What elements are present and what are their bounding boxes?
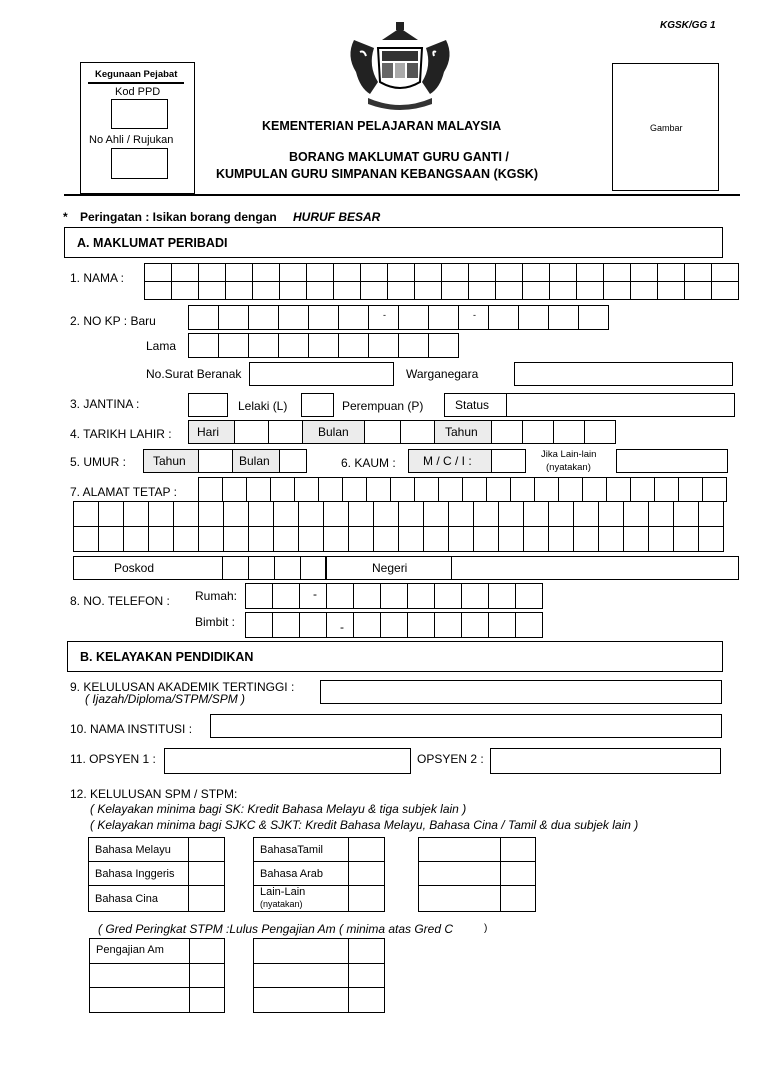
kaum-field[interactable] (491, 449, 526, 473)
stpm-grade-4[interactable] (348, 938, 385, 964)
telefon-rumah-cells[interactable] (245, 583, 543, 609)
kaum-lain-field[interactable] (616, 449, 728, 473)
grade-bahasa-melayu[interactable] (188, 837, 225, 862)
stpm-subject-5[interactable] (253, 963, 349, 988)
hari-cells[interactable] (234, 420, 303, 444)
grade-bahasa-tamil[interactable] (348, 837, 385, 862)
nama-row-2[interactable] (144, 281, 739, 300)
warning-text: Peringatan : Isikan borang dengan (80, 210, 277, 224)
status-label-box (444, 393, 507, 417)
spm-note-1: ( Kelayakan minima bagi SK: Kredit Bahasa Melayu & tiga subjek lain ) (90, 802, 467, 816)
grade-pengajian-am[interactable] (189, 938, 225, 964)
poskod-cells[interactable] (222, 556, 327, 580)
warning-emphasis: HURUF BESAR (293, 210, 381, 224)
stpm-subject-2[interactable] (89, 963, 190, 988)
jika-lain-label: Jika Lain-lain (541, 449, 597, 460)
extra-subject-3[interactable] (418, 885, 501, 912)
umur-tahun-label: Tahun (153, 454, 186, 468)
section-a-header (64, 227, 723, 258)
lelaki-label: Lelaki (L) (238, 399, 288, 413)
stpm-note: ( Gred Peringkat STPM :Lulus Pengajian Am ( minima atas Gred C (98, 922, 454, 936)
stpm-grade-6[interactable] (348, 987, 385, 1013)
section-a-title: A. MAKLUMAT PERIBADI (77, 235, 228, 250)
stpm-subject-4[interactable] (253, 938, 349, 964)
grade-bahasa-arab[interactable] (348, 861, 385, 886)
header-divider (64, 194, 740, 196)
bulan-label: Bulan (318, 425, 349, 439)
alamat-row-3[interactable] (73, 526, 724, 552)
stpm-grade-5[interactable] (348, 963, 385, 988)
spm-note-2: ( Kelayakan minima bagi SJKC & SJKT: Kredit Bahasa Melayu, Bahasa Cina / Tamil & dua subjek lain ) (90, 818, 639, 832)
nokp-label: 2. NO KP : Baru (70, 314, 156, 328)
alamat-row-1[interactable] (198, 477, 727, 502)
nokp-lama-label: Lama (146, 339, 177, 353)
extra-grade-3[interactable] (500, 885, 536, 912)
tahun-label-box (434, 420, 492, 444)
subject-label: Pengajian Am (96, 944, 164, 956)
negeri-label: Negeri (372, 561, 408, 575)
ministry-title: KEMENTERIAN PELAJARAN MALAYSIA (262, 119, 502, 133)
extra-grade-2[interactable] (500, 861, 536, 886)
status-label: Status (455, 398, 490, 412)
perempuan-label: Perempuan (P) (342, 399, 424, 413)
bimbit-dash: - (340, 620, 344, 634)
rumah-dash: - (313, 587, 317, 601)
form-title-line1: BORANG MAKLUMAT GURU GANTI / (289, 150, 509, 164)
hari-label: Hari (197, 425, 220, 439)
no-ahli-label: No Ahli / Rujukan (89, 134, 174, 146)
negeri-label-box (325, 556, 452, 580)
nokp-dash-1: - (383, 310, 386, 320)
umur-label: 5. UMUR : (70, 455, 127, 469)
extra-grade-1[interactable] (500, 837, 536, 862)
bimbit-label: Bimbit : (195, 615, 236, 629)
warning-star: * (63, 210, 68, 224)
nama-label: 1. NAMA : (70, 271, 125, 285)
grade-bahasa-inggeris[interactable] (188, 861, 225, 886)
spm-label: 12. KELULUSAN SPM / STPM: (70, 787, 238, 801)
kaum-options: M / C / I : (423, 454, 472, 468)
negeri-field[interactable] (451, 556, 739, 580)
kod-ppd-label: Kod PPD (115, 86, 161, 98)
bulan-label-box (302, 420, 365, 444)
umur-bulan-label: Bulan (239, 454, 270, 468)
grade-lain-lain[interactable] (348, 885, 385, 912)
umur-bulan-field[interactable] (279, 449, 307, 473)
subject-bahasa-melayu (88, 837, 189, 862)
subject-bahasa-tamil (253, 837, 349, 862)
subject-label: BahasaTamil (260, 843, 323, 856)
kaum-options-box (408, 449, 492, 473)
tahun-label: Tahun (445, 425, 478, 439)
nama-row-1[interactable] (144, 263, 739, 282)
section-b-title: B. KELAYAKAN PENDIDIKAN (80, 649, 254, 664)
kaum-label: 6. KAUM : (341, 456, 396, 470)
opsyen1-field[interactable] (164, 748, 411, 774)
subject-lain-lain-label: Lain-Lain (260, 886, 306, 898)
stpm-note-close: ) (484, 923, 488, 934)
institusi-field[interactable] (210, 714, 722, 738)
warganegara-field[interactable] (514, 362, 733, 386)
subject-bahasa-inggeris (88, 861, 189, 886)
extra-subject-2[interactable] (418, 861, 501, 886)
surat-beranak-label: No.Surat Beranak (146, 367, 242, 381)
bulan-cells[interactable] (364, 420, 437, 444)
subject-bahasa-cina (88, 885, 189, 912)
stpm-subject-6[interactable] (253, 987, 349, 1013)
rumah-label: Rumah: (195, 589, 238, 603)
telefon-bimbit-cells[interactable] (245, 612, 543, 638)
lelaki-checkbox[interactable] (188, 393, 228, 417)
opsyen2-field[interactable] (490, 748, 721, 774)
poskod-label: Poskod (114, 561, 155, 575)
photo-label: Gambar (650, 123, 683, 133)
hari-label-box (188, 420, 235, 444)
kelulusan-label: 9. KELULUSAN AKADEMIK TERTINGGI : (70, 680, 295, 694)
kod-ppd-field[interactable] (111, 99, 168, 129)
grade-bahasa-cina[interactable] (188, 885, 225, 912)
subject-label: Bahasa Melayu (95, 843, 171, 856)
alamat-label: 7. ALAMAT TETAP : (70, 485, 177, 499)
subject-label: Bahasa Arab (260, 867, 323, 880)
office-use-divider (88, 82, 184, 84)
stpm-grade-2[interactable] (189, 963, 225, 988)
perempuan-checkbox[interactable] (301, 393, 334, 417)
subject-lain-lain-nyatakan: (nyatakan) (260, 899, 303, 909)
form-title-line2: KUMPULAN GURU SIMPANAN KEBANGSAAN (KGSK) (216, 167, 538, 181)
kelulusan-sub: ( Ijazah/Diploma/STPM/SPM ) (85, 692, 246, 706)
stpm-subject-3[interactable] (89, 987, 190, 1013)
office-use-label: Kegunaan Pejabat (95, 69, 178, 80)
umur-bulan-label-box (232, 449, 280, 473)
warganegara-label: Warganegara (406, 367, 479, 381)
opsyen1-label: 11. OPSYEN 1 : (70, 752, 156, 766)
subject-label: Bahasa Inggeris (95, 867, 175, 880)
nokp-lama-cells[interactable] (188, 333, 459, 358)
umur-tahun-label-box (143, 449, 199, 473)
umur-tahun-field[interactable] (198, 449, 233, 473)
form-code: KGSK/GG 1 (660, 20, 716, 31)
subject-label: Bahasa Cina (95, 892, 158, 905)
nokp-dash-2: - (473, 310, 476, 320)
kelulusan-field[interactable] (320, 680, 722, 704)
extra-subject-1[interactable] (418, 837, 501, 862)
nokp-baru-cells[interactable] (188, 305, 609, 330)
poskod-label-box (73, 556, 223, 580)
jika-lain-nyatakan: (nyatakan) (546, 462, 591, 473)
alamat-row-2[interactable] (73, 501, 724, 527)
section-b-header (67, 641, 723, 672)
opsyen2-label: OPSYEN 2 : (417, 752, 484, 766)
subject-bahasa-arab (253, 861, 349, 886)
no-ahli-field[interactable] (111, 148, 168, 179)
telefon-label: 8. NO. TELEFON : (70, 594, 170, 608)
stpm-grade-3[interactable] (189, 987, 225, 1013)
subject-pengajian-am (89, 938, 190, 964)
tahun-cells[interactable] (491, 420, 616, 444)
status-field[interactable] (506, 393, 735, 417)
jantina-label: 3. JANTINA : (70, 397, 140, 411)
surat-beranak-field[interactable] (249, 362, 394, 386)
institusi-label: 10. NAMA INSTITUSI : (70, 722, 193, 736)
tarikh-lahir-label: 4. TARIKH LAHIR : (70, 427, 172, 441)
coat-of-arms-emblem (340, 20, 460, 115)
